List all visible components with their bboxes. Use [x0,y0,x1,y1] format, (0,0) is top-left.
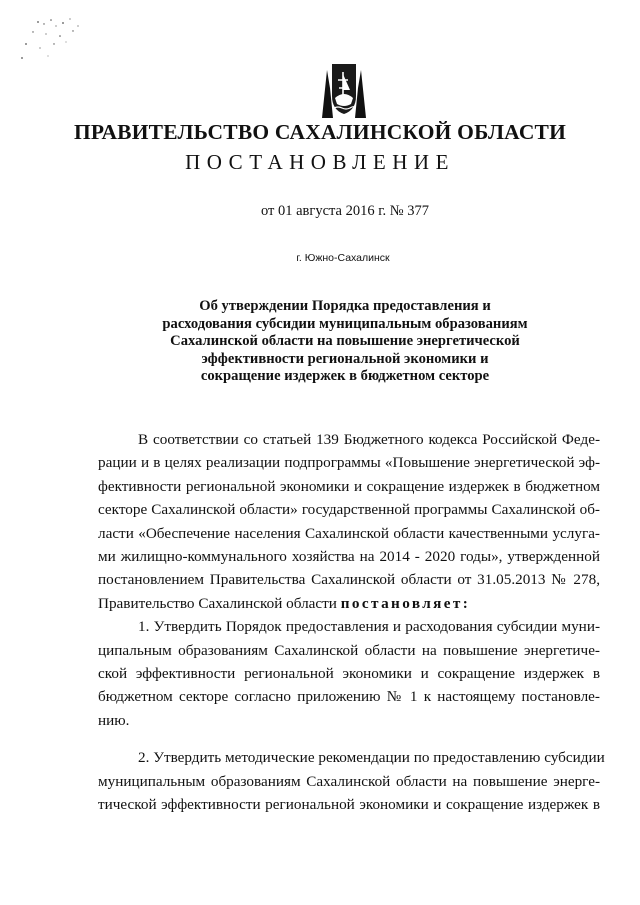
document-body [98,428,605,817]
subject-line: расходования субсидии муниципальным образованиям [162,315,528,332]
item2-line: тической эффективности региональной экономики и сокращение издержек в [98,796,600,814]
preamble-line: В соответствии со статьей 139 Бюджетного кодекса Российской Феде- [138,431,600,448]
item1-line: бюджетном секторе согласно приложению № 1 к настоящему постановле- [98,688,600,706]
preamble-line: ласти «Обеспечение населения Сахалинской области качественными услуга- [98,524,600,542]
paragraph-gap [98,732,600,746]
preamble-last-line [98,592,600,615]
government-title: ПРАВИТЕЛЬСТВО САХАЛИНСКОЙ ОБЛАСТИ [73,120,567,144]
coat-of-arms-icon [318,60,370,118]
subject-line: сокращение издержек в бюджетном секторе [200,368,490,385]
preamble-line: секторе Сахалинской области» государственной программы Сахалинской об- [98,501,600,519]
item2-line: 2. Утвердить методические рекомендации по предоставлению субсидии [138,749,605,767]
document-subject [120,298,570,386]
preamble-line: ми жилищно-коммунального хозяйства на 2014 - 2020 годы», утвержденной [98,548,600,566]
item1-line: 1. Утвердить Порядок предоставления и расходования субсидии муни- [138,618,600,636]
preamble-line: фективности региональной экономики и сокращение издержек в бюджетном [98,477,600,495]
preamble-last-prefix: Правительство Сахалинской области [98,594,341,612]
preamble-line: рации и в целях реализации подпрограммы «Повышение энергетической эф- [98,454,600,472]
preamble-line: постановлением Правительства Сахалинской области от 31.05.2013 № 278, [98,571,600,589]
item1-line: нию. [98,711,130,729]
item2-line: муниципальным образованиям Сахалинской области на повышение энерге- [98,772,600,790]
scan-noise-marks [18,14,88,64]
subject-line: эффективности региональной экономики и [201,350,489,367]
document-city: г. Южно-Сахалинск [296,252,390,264]
item1-line: ской эффективности региональной экономики и сокращение издержек в [98,665,600,683]
subject-line: Сахалинской области на повышение энергетической [170,333,520,350]
item1-line: ципальным образованиям Сахалинской области на повышение энергетиче- [98,641,600,659]
resolution-keyword: постановляет: [340,594,471,612]
document-type-heading: ПОСТАНОВЛЕНИЕ [185,150,455,174]
document-date-number: от 01 августа 2016 г. № 377 [260,203,430,219]
subject-line: Об утверждении Порядка предоставления и [199,298,491,314]
